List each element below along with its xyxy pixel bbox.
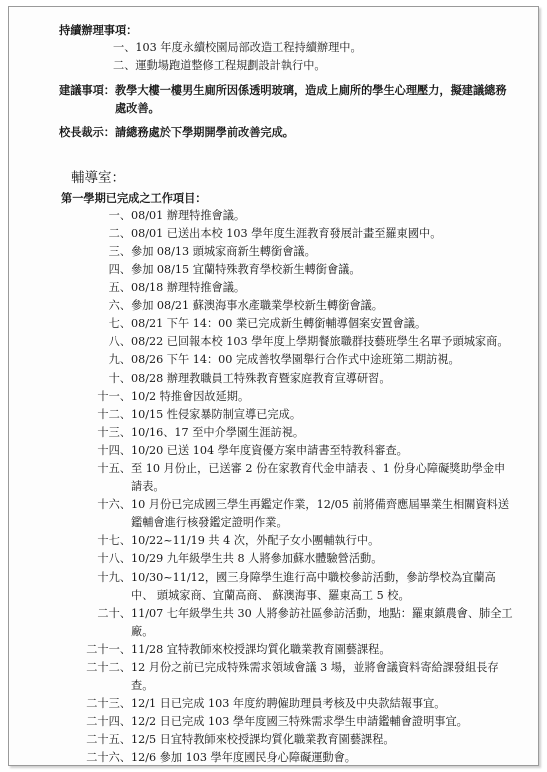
counseling-item [59,406,514,424]
counseling-item [59,243,514,261]
counseling-item-number: 二十四、 [86,715,131,729]
counseling-item-text: 10/20 已送 104 學年度資優方案申請書至特教科審查。 [131,443,408,457]
counseling-item-number: 二十二、 [86,661,131,674]
counseling-item-number: 五、 [108,281,131,295]
counseling-item-text: 參加 08/15 宜蘭特殊教育學校新生轉銜會議。 [131,262,361,276]
counseling-item-text: 參加 08/13 頭城家商新生轉銜會議。 [131,244,316,258]
counseling-item-text: 10/29 九年級學生共 8 人將參加蘇水體驗營活動。 [131,552,383,566]
counseling-item-text: 10/22~11/19 共 4 次，外配子女小團輔執行中。 [131,534,380,548]
counseling-item [59,532,514,550]
continuing-item: 二、運動場跑道整修工程規劃設計執行中。 [113,59,326,73]
counseling-item-number: 十四、 [97,443,131,457]
counseling-item-number: 八、 [108,335,131,349]
counseling-item [59,442,514,460]
counseling-item [59,333,514,351]
principal-row [59,123,514,141]
counseling-item [59,496,514,532]
counseling-item-text: 08/18 辦理特推會議。 [131,281,246,295]
counseling-item [59,569,514,605]
counseling-item-number: 十六、 [97,498,131,512]
counseling-item-text: 12/5 日宜特教師來校授課均質化職業教育園藝課程。 [131,733,395,747]
counseling-item-number: 二十、 [97,606,131,620]
counseling-item [59,315,514,333]
counseling-item [59,388,514,406]
counseling-item-number: 十七、 [97,534,131,548]
counseling-item [59,641,514,659]
counseling-item-number: 二十一、 [86,642,131,656]
counseling-item-text: 11/28 宜特教師來校授課均質化職業教育園藝課程。 [131,642,391,656]
counseling-item-number: 九、 [108,353,131,367]
principal-label: 校長裁示： [59,125,115,140]
counseling-item [59,550,514,568]
suggestion-label: 建議事項： [59,83,115,98]
document-body [59,21,514,768]
counseling-item-number: 十二、 [97,407,131,421]
counseling-item-text: 至 10 月份止，已送審 2 份在家教育代金申請表 、1 份身心障礙獎助學金申請表。 [131,461,506,494]
counseling-item-number: 十三、 [97,425,131,439]
counseling-item [59,713,514,731]
counseling-item-text: 12/1 日已完成 103 年度約聘僱助理員考核及中央款結報事宜。 [131,697,446,711]
counseling-item-number: 十九、 [97,570,131,584]
counseling-item [59,261,514,279]
counseling-item-number: 四、 [108,262,131,276]
counseling-item-text: 08/28 辦理教職員工特殊教育暨家庭教育宣導研習。 [131,371,391,385]
counseling-item-number: 十五、 [97,461,131,475]
counseling-item-text: 10/16、17 至中介學園生涯訪視。 [131,425,305,439]
counseling-item-text: 08/22 已回報本校 103 學年度上學期餐旅職群技藝班學生名單予頭城家商。 [131,335,509,349]
counseling-item-number: 十八、 [97,552,131,566]
counseling-item [59,605,514,641]
counseling-item-number: 十一、 [97,389,131,403]
counseling-item [59,460,514,496]
counseling-item [59,225,514,243]
counseling-item [59,207,514,225]
counseling-item-number: 二、 [108,226,131,240]
continuing-item: 一、103 年度永續校園局部改造工程持續辦理中。 [113,41,362,55]
counseling-item-text: 12/6 參加 103 學年度國民身心障礙運動會。 [131,751,356,765]
counseling-item-text: 10/30~11/12，國三身障學生進行高中職校參訪活動，參訪學校為宜蘭高中、 頭城家商、宜蘭高商、 蘇澳海事、羅東高工 5 校。 [131,570,496,602]
counseling-item-number: 二十六、 [86,751,131,765]
counseling-item [59,424,514,442]
counseling-subtitle: 第一學期已完成之工作項目： [61,190,207,205]
counseling-item-number: 一、 [108,208,131,222]
counseling-item [59,659,514,695]
counseling-item-text: 08/26 下午 14：00 完成善牧學園舉行合作式中途班第二期訪視。 [131,353,460,367]
counseling-item [59,370,514,388]
counseling-item-text: 12 月份之前已完成特殊需求領域會議 3 場，並將會議資料寄給課發組長存查。 [131,661,499,693]
counseling-item [59,695,514,713]
continuing-title: 持續辦理事項： [59,23,138,37]
counseling-item-number: 二十三、 [86,697,131,711]
suggestion-text: 教學大樓一樓男生廁所因係透明玻璃，造成上廁所的學生心理壓力，擬建議總務處改善。 [114,83,507,116]
suggestion-row [59,81,514,117]
counseling-list [59,207,514,768]
counseling-item-number: 七、 [108,317,131,331]
counseling-item-number: 三、 [108,244,131,258]
counseling-item [59,731,514,749]
counseling-item-text: 10/15 性侵家暴防制宣導已完成。 [131,407,302,421]
counseling-item-number: 六、 [108,299,131,313]
counseling-item-text: 08/01 已送出本校 103 學年度生涯教育發展計畫至羅東國中。 [131,226,442,240]
counseling-item-number: 二十五、 [86,733,131,747]
document-page [8,6,539,766]
counseling-item-text: 08/21 下午 14：00 業已完成新生轉銜輔導個案安置會議。 [131,317,427,331]
counseling-item [59,351,514,369]
counseling-item-number: 十、 [108,371,131,385]
counseling-item-text: 10/2 特推會因故延期。 [131,389,250,403]
counseling-item [59,749,514,767]
counseling-item-text: 12/2 日已完成 103 學年度國三特殊需求學生申請鑑輔會證明事宜。 [131,715,468,729]
principal-text: 請總務處於下學期開學前改善完成。 [114,125,294,140]
counseling-item [59,279,514,297]
counseling-title: 輔導室： [71,169,125,186]
counseling-item-text: 10 月份已完成國三學生再鑑定作業，12/05 前將備齊應屆畢業生相關資料送鑑輔會進行核發鑑定證明作業。 [131,498,510,530]
counseling-item-text: 11/07 七年級學生共 30 人將參訪社區參訪活動，地點：羅東鎮農會、肺全工廠。 [131,606,513,638]
counseling-item-text: 參加 08/21 蘇澳海事水產職業學校新生轉銜會議。 [131,299,383,313]
counseling-item [59,297,514,315]
counseling-item-text: 08/01 辦理特推會議。 [131,208,246,222]
